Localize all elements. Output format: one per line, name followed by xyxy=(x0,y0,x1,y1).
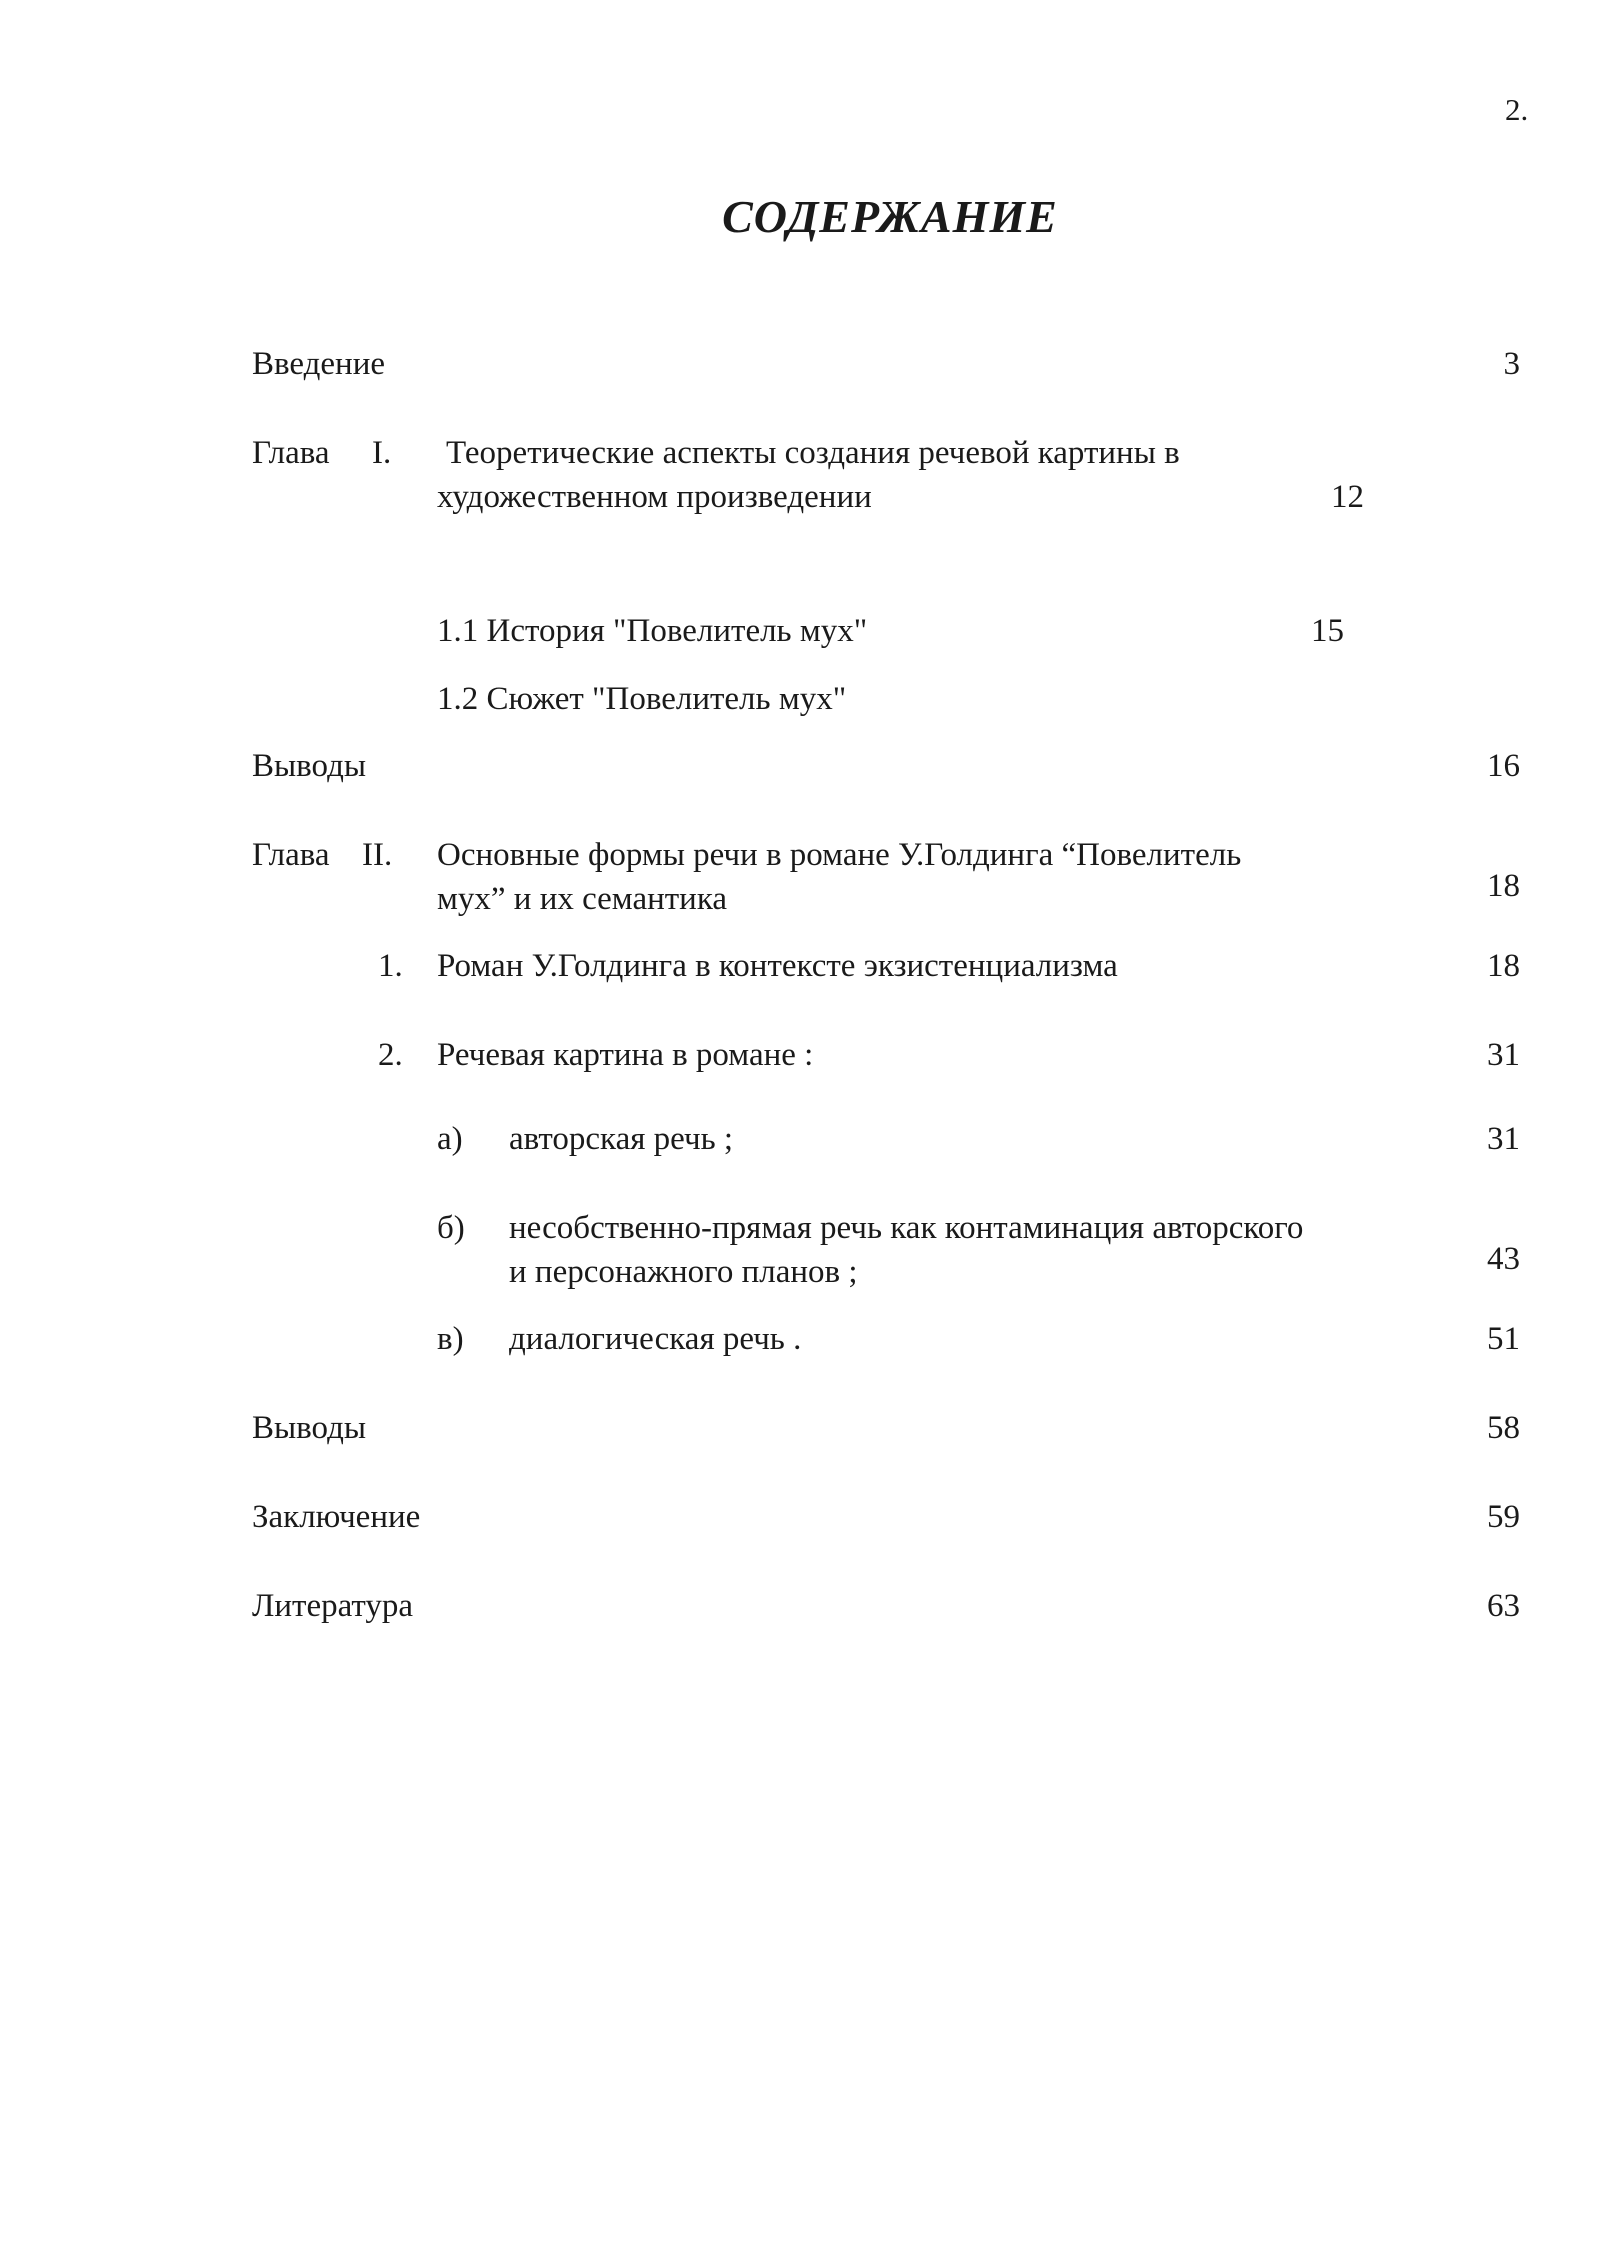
toc-entry-page: 51 xyxy=(1487,1321,1520,1357)
toc-entry-page: 16 xyxy=(1487,748,1520,784)
toc-entry-label: Введение xyxy=(252,346,386,382)
chapter-title-line-1: Теоретические аспекты создания речевой картины в xyxy=(446,435,1180,471)
toc-entry-page: 63 xyxy=(1487,1588,1520,1624)
toc-entry-label: Выводы xyxy=(252,748,367,784)
chapter-title-line-1: Основные формы речи в романе У.Голдинга “Повелитель xyxy=(437,837,1242,873)
page-number: 2. xyxy=(1505,92,1529,127)
toc-title: СОДЕРЖАНИЕ xyxy=(722,191,1058,242)
toc-entry-label: Речевая картина в романе : xyxy=(437,1037,814,1073)
toc-entry-page: 18 xyxy=(1487,948,1520,984)
toc-entry-label: Литература xyxy=(252,1588,414,1624)
toc-entry-marker: а) xyxy=(437,1121,463,1157)
chapter-numeral: I. xyxy=(372,435,392,471)
toc-entry-label: авторская речь ; xyxy=(509,1121,734,1157)
toc-entry-page: 59 xyxy=(1487,1499,1520,1535)
toc-entry-page: 43 xyxy=(1487,1241,1520,1277)
toc-entry-page: 18 xyxy=(1487,868,1520,904)
chapter-numeral: II. xyxy=(362,837,393,873)
toc-entry-page: 3 xyxy=(1503,346,1520,382)
toc-entry-label-line-1: несобственно-прямая речь как контаминация авторского xyxy=(509,1210,1304,1246)
chapter-label: Глава xyxy=(252,435,330,471)
toc-entry-marker: 1. xyxy=(378,948,403,984)
chapter-title-line-2: художественном произведении xyxy=(437,479,872,515)
toc-entry-page: 31 xyxy=(1487,1121,1520,1157)
toc-entry-page: 58 xyxy=(1487,1410,1520,1446)
toc-entry-marker: 2. xyxy=(378,1037,403,1073)
toc-entry-marker: б) xyxy=(437,1210,465,1246)
chapter-label: Глава xyxy=(252,837,330,873)
toc-entry-marker: в) xyxy=(437,1321,464,1357)
toc-entry-label: 1.1 История "Повелитель мух" xyxy=(437,613,868,649)
toc-entry-page: 15 xyxy=(1311,613,1344,649)
toc-entry-label-line-2: и персонажного планов ; xyxy=(509,1254,858,1290)
toc-entry-label: Заключение xyxy=(252,1499,421,1535)
toc-entry-label: диалогическая речь . xyxy=(509,1321,802,1357)
toc-entry-label: Выводы xyxy=(252,1410,367,1446)
toc-entry-page: 31 xyxy=(1487,1037,1520,1073)
toc-entry-label: 1.2 Сюжет "Повелитель мух" xyxy=(437,681,847,717)
chapter-title-line-2: мух” и их семантика xyxy=(437,881,728,917)
toc-entry-page: 12 xyxy=(1331,479,1364,515)
toc-entry-label: Роман У.Голдинга в контексте экзистенциализма xyxy=(437,948,1118,984)
